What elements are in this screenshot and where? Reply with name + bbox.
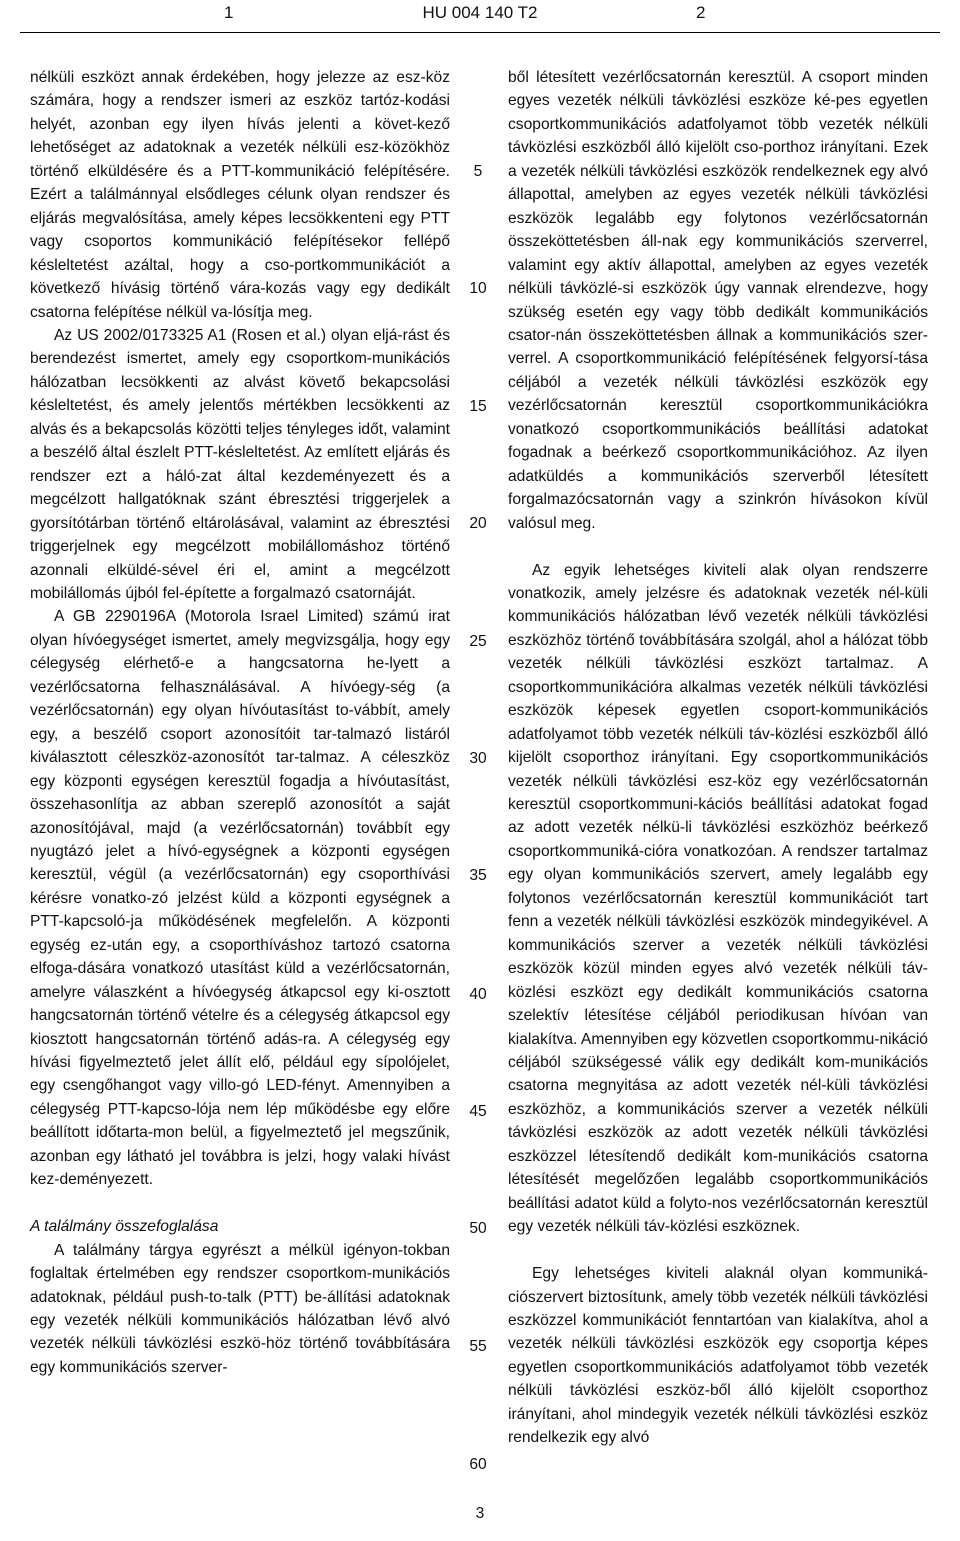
header-document-id: HU 004 140 T2 (422, 3, 538, 22)
line-number: 30 (469, 750, 487, 767)
right-text-column (508, 66, 928, 1450)
section-heading: A találmány összefoglalása (30, 1218, 219, 1236)
paragraph: A találmány tárgya egyrészt a mélkül igényon-tokban foglaltak értelmében egy rendszer csoportkom-munikációs adatoknak, például push-to-talk (PTT) be-állítási adatoknak egy vezeték nélküli kommunikációs hálózatban lévő alvó vezeték nélküli távközlési eszkö-höz történő továbbítására egy kommunikációs szerver- (30, 1241, 450, 1376)
paragraph: A GB 2290196A (Motorola Israel Limited) számú irat olyan hívóegységet ismertet, amely megvizsgálja, hogy egy célegység elérhető-e a hangcsatorna he-lyett a vezérlőcsatorna felhasználásával. A hívóegy-ség (a vezérlőcsatornán) egy olyan hívóutasítást to-vábbít, amely egy, a beszélő csoport azonosítóit tar-talmazó listáról kiválasztott céleszköz-azonosítót tar-talmaz. A céleszköz egy központi egységen keresztül fogadja a hívóutasítást, összehasonlítja az abban szereplő azonosítót a saját azonosítójával, majd (a vezérlőcsatornán) továbbít egy nyugtázó jelet a hívó-egységnek a központi egységen keresztül, végül (a vezérlőcsatornán) egy csoporthívási kérésre vonatko-zó jelzést küld a központi egységnek a PTT-kapcsoló-ja működésének megfelelőn. A központi egység ez-után egy, a csoporthíváshoz tartozó csatorna elfoga-dására vonatkozó utasítást küld a vezérlőcsatornán, amelyre válaszként a hívóegység átkapcsol egy ki-osztott hangcsatornán történő vételre és a célegység átkapcsol egy kiosztott hangcsatornán történő adás-ra. A célegység egy hívási figyelmeztető jelet állít elő, például egy sípolójelet, egy csengőhangot vagy villo-gó LED-fényt. Amennyiben a célegység PTT-kapcso-lója nem lép működésbe egy előre beállított időtarta-mon belül, a figyelmeztető jel megszűnik, azonban egy látható jel továbbra is jelzi, hogy valaki hívást kez-deményezett. (30, 608, 450, 1189)
line-number: 35 (469, 867, 487, 884)
line-number: 55 (469, 1338, 487, 1355)
paragraph: Az egyik lehetséges kiviteli alak olyan rendszerre vonatkozik, amely jelzésre és adatoknak vezeték nél-küli kommunikációs hálózatban lévő vezeték nélküli távközlési eszközhöz történő továbbítására szolgál, ahol a hálózat több vezeték nélküli távközlési eszközt tartalmaz. A csoportkommunikációra alkalmas vezeték nélküli távközlési eszközök képesek egyetlen csoport-kommunikációs adatfolyamot több vezeték nélküli táv-közlési eszközből álló kijelölt csoporthoz irányítani. Egy csoportkommunikációs vezeték nélküli távközlési esz-köz egy vezérlőcsatornán keresztül csoportkommuni-kációs beállítási adatokat fogad az adott vezeték nélkü-li távközlési eszközhöz beérkező csoportkommuniká-cióra vonatkozóan. A rendszer tartalmaz egy olyan kommunikációs szervert, amely legalább egy folytonos vezérlőcsatornán keresztül kommunikációt tart fenn a vezeték nélküli távközlési eszközök mindegyikével. A kommunikációs szerver a vezeték nélküli távközlési eszközök közül minden egyes alvó vezeték nélküli táv-közlési eszközt egy dedikált kommunikációs csatorna szelektív létesítése céljából periodikusan hívóan van kialakítva. Amennyiben egy közvetlen csoportkommu-nikáció céljából szükségessé válik egy dedikált kom-munikációs csatorna megnyitása az adott vezeték nél-küli távközlési eszközhöz, a kommunikációs szerver a vezeték nélküli távközlési eszközök az adott vezeték nélküli távközlési eszközzel létesítendő dedikált kom-munikációs csatorna létesítését megelőzően legalább csoportkommunikációs beállítási adatot küld a folyto-nos vezérlőcsatornán keresztül egy vezeték nélküli táv-közlési eszköznek. (508, 561, 928, 1236)
line-number: 45 (469, 1103, 487, 1120)
line-number: 20 (469, 515, 487, 532)
line-number: 60 (469, 1456, 487, 1473)
line-number: 10 (469, 280, 487, 297)
paragraph: ből létesített vezérlőcsatornán keresztül. A csoport minden egyes vezeték nélküli távközlési eszköze ké-pes egyetlen csoportkommunikációs adatfolyamot több vezeték nélküli távközlési eszközből álló kijelölt cso-porthoz irányítani. Ezek a vezeték nélküli távközlési eszközök rendelkeznek egy alvó állapottal, amelyben az egyes vezeték nélküli távközlési eszközök legalább egy folytonos vezérlőcsatornán összeköttetésben áll-nak egy kommunikációs szerverrel, valamint egy aktív állapottal, amelyben az egyes vezeték nélküli távközlé-si eszközök úgy vannak elrendezve, hogy szükség esetén egy vagy több dedikált kommunikációs csator-nán összeköttetésben állnak a kommunikációs szer-verrel. A csoportkommunikáció felépítésének felgyorsí-tása céljából a vezeték nélküli távközlési eszközök egy vezérlőcsatornán keresztül csoportkommunikációkra vonatkozó csoportkommunikációs beállítási adatokat fogadnak a beérkező csoportkommunikációhoz. Az ilyen adatküldés a kommunikációs szerverből létesített forgalmazócsatornán vagy a szinkrón hívásokon kívül valósul meg. (508, 69, 928, 532)
line-number: 25 (469, 633, 487, 650)
header-left-page-number: 1 (224, 3, 234, 22)
line-number: 50 (469, 1220, 487, 1237)
paragraph: Az US 2002/0173325 A1 (Rosen et al.) olyan eljá-rást és berendezést ismertet, amely egy csoportkom-munikációs hálózatban lecsökkenti az alvást követő bekapcsolási késleltetést, és amely jelentős mértékben lecsökkenti az alvás és a bekapcsolás közötti teljes tényleges időt, valamint a beszélő által észlelt PTT-késleltetést. Az említett eljárás és rendszer ezt a háló-zat által kezdeményezett és a megcélzott hallgatóknak szánt ébresztési triggerjelek a gyorsítótárban történő eltárolásával, valamint az ébresztési triggerjelnek egy megcélzott mobilállomáshoz történő azonnali elküldé-sével éri el, amint a megcélzott mobilállomás újból fel-építette a forgalmazó csatornáját. (30, 326, 450, 602)
line-number: 15 (469, 398, 487, 415)
line-number: 40 (469, 986, 487, 1003)
paragraph: Egy lehetséges kiviteli alaknál olyan kommuniká-ciószervert biztosítunk, amely több vezeték nélküli távközlési eszközzel kommunikációt fenntartóan van kialakítva, ahol a vezeték nélküli távközlési eszközök egy csoportja képes egyetlen csoportkommunikációs adatfolyamot több vezeték nélküli távközlési eszköz-ből álló kijelölt csoporthoz irányítani, ahol mindegyik vezeték nélküli távközlési eszköz rendelkezik egy alvó (508, 1265, 928, 1447)
paragraph: nélküli eszközt annak érdekében, hogy jelezze az esz-köz számára, hogy a rendszer ismeri az eszköz tartóz-kodási helyét, azonban egy ilyen hívás jelenti a követ-kező lehetőséget az adatoknak a vezeték nélküli esz-közökhöz történő elküldésére és a PTT-kommunikáció felépítésére. Ezért a találmánnyal elsődleges célunk olyan rendszer és eljárás megvalósítása, amely képes lecsökkenteni egy PTT vagy csoportos kommunikáció felépítésekor fellépő késleltetést azáltal, hogy a cso-portkommunikációt a következő hívásig történő vára-kozás vagy egy dedikált csatorna felépítése nélkül va-lósítja meg. (30, 69, 450, 321)
header-right-page-number: 2 (696, 3, 706, 22)
header-divider (20, 32, 940, 33)
line-number: 5 (473, 163, 483, 180)
left-text-column (30, 66, 450, 1379)
page-number: 3 (475, 1505, 485, 1522)
